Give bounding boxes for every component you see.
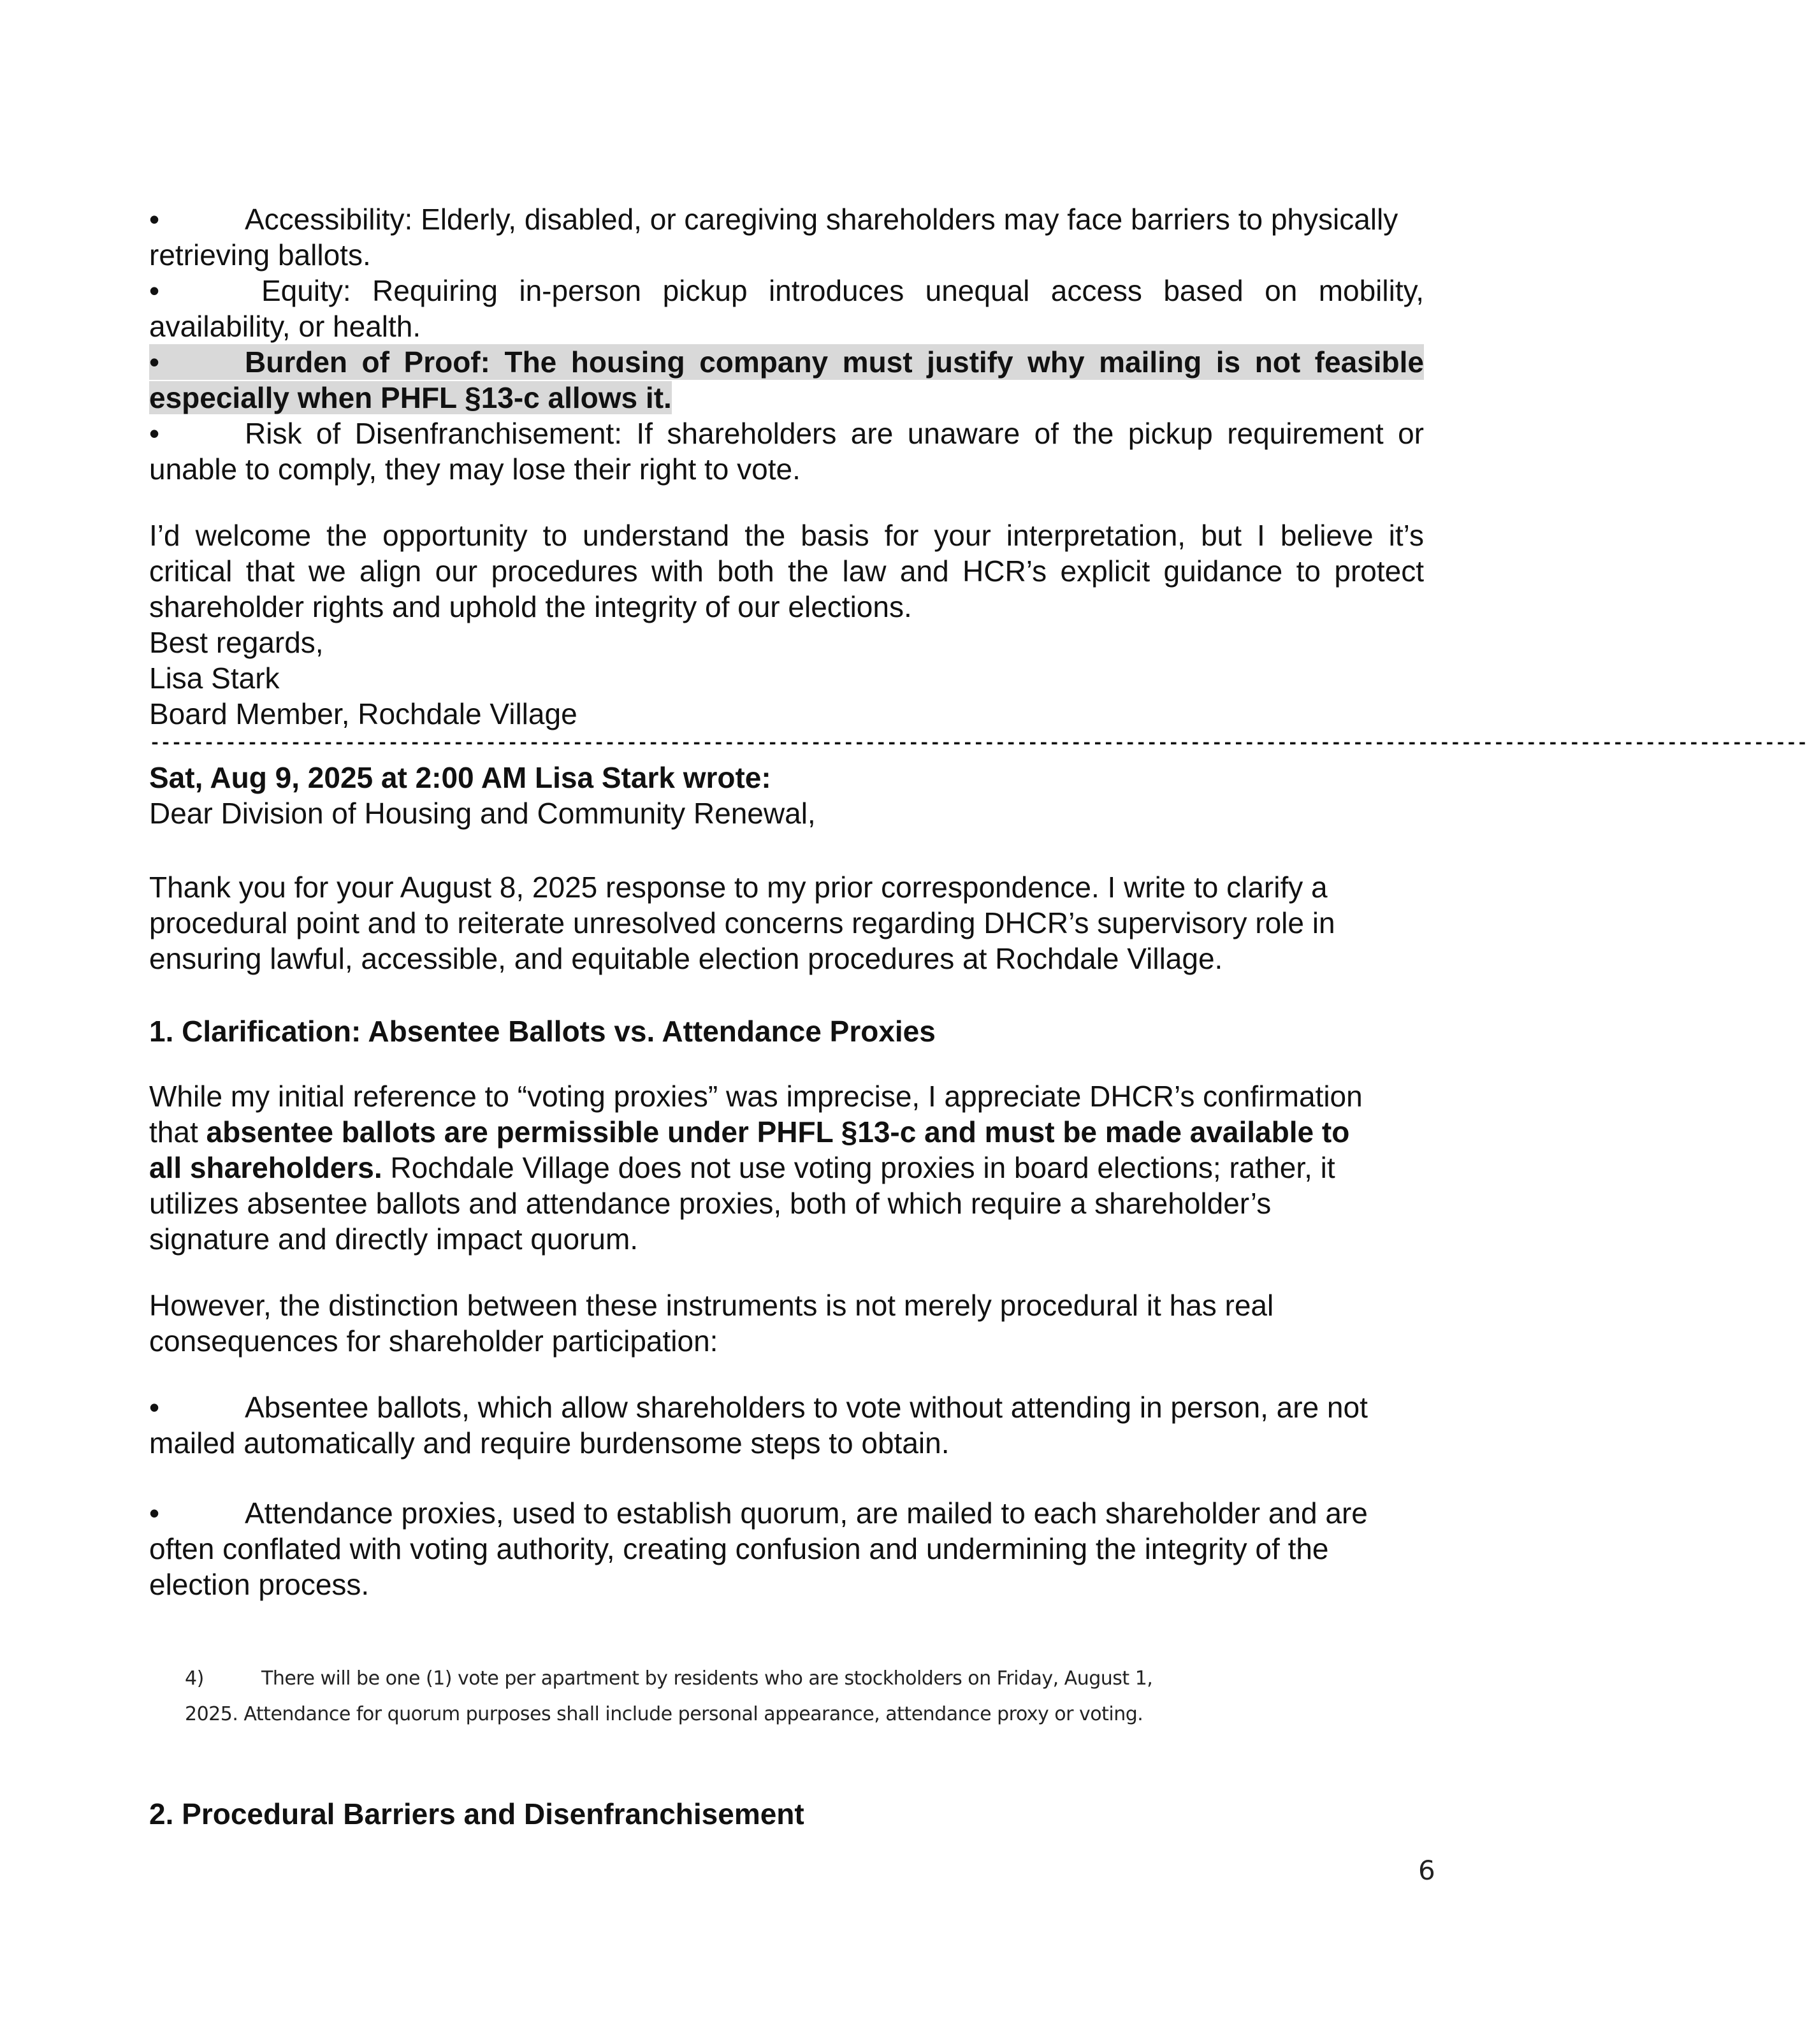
- top-bullet-list: [149, 201, 1424, 487]
- para-bold-text: all shareholders.: [149, 1151, 382, 1184]
- para-line: signature and directly impact quorum.: [149, 1222, 639, 1256]
- bullet-text: Equity: Requiring in-person pickup introduces unequal access based on mobility,: [261, 274, 1424, 307]
- bullet-text: Accessibility: Elderly, disabled, or caregiving shareholders may face barriers to physically: [245, 203, 1398, 236]
- bullet-text-cont: unable to comply, they may lose their right to vote.: [149, 453, 801, 486]
- email-divider: ---------------------------------------------------------------------------------------------------------------------------------------------------------: [149, 733, 1807, 755]
- closing-paragraph: [149, 518, 1424, 732]
- bullet-marker: •: [149, 274, 160, 307]
- bullet-text: Absentee ballots, which allow shareholders to vote without attending in person, are not: [245, 1391, 1368, 1424]
- bullet-marker: •: [149, 417, 160, 450]
- email-greeting: Dear Division of Housing and Community Renewal,: [149, 797, 816, 830]
- section-2-heading: 2. Procedural Barriers and Disenfranchisement: [149, 1797, 804, 1830]
- bullet-text: Attendance proxies, used to establish quorum, are mailed to each shareholder and are: [245, 1497, 1368, 1530]
- section-1-heading: 1. Clarification: Absentee Ballots vs. Attendance Proxies: [149, 1015, 936, 1048]
- intro-line: procedural point and to reiterate unresolved concerns regarding DHCR’s supervisory role in: [149, 906, 1335, 939]
- section-1-bullet-attendance: [149, 1495, 1424, 1602]
- intro-line: Thank you for your August 8, 2025 response to my prior correspondence. I write to clarify a: [149, 871, 1328, 904]
- excerpt-text: There will be one (1) vote per apartment by residents who are stockholders on Friday, August 1,: [261, 1667, 1153, 1690]
- bullet-text: Burden of Proof: The housing company must justify why mailing is not feasible: [245, 345, 1424, 379]
- section-1-bullet-absentee: [149, 1389, 1424, 1461]
- bullet-marker: •: [149, 203, 160, 236]
- quoted-excerpt: [185, 1661, 1396, 1732]
- bullet-marker: •: [149, 1391, 160, 1424]
- email-intro: [149, 869, 1424, 976]
- para-line-3: [149, 1150, 1424, 1185]
- para-text: Rochdale Village does not use voting proxies in board elections; rather, it: [382, 1151, 1335, 1184]
- email-header: Sat, Aug 9, 2025 at 2:00 AM Lisa Stark wrote:: [149, 761, 771, 794]
- bullet-marker: •: [149, 345, 160, 379]
- signer-title: Board Member, Rochdale Village: [149, 697, 577, 730]
- para-text: that: [149, 1115, 207, 1149]
- page-number: 6: [1418, 1855, 1435, 1886]
- signoff: Best regards,: [149, 626, 324, 659]
- closing-line: critical that we align our procedures with both the law and HCR’s explicit guidance to protect: [149, 554, 1424, 588]
- bullet-text-cont: mailed automatically and require burdensome steps to obtain.: [149, 1426, 950, 1460]
- bullet-risk-disenfranchisement: [149, 416, 1424, 487]
- intro-line: ensuring lawful, accessible, and equitable election procedures at Rochdale Village.: [149, 942, 1223, 975]
- para-line: utilizes absentee ballots and attendance proxies, both of which require a shareholder’s: [149, 1187, 1272, 1220]
- para-bold-text: absentee ballots are permissible under PHFL §13-c and must be made available to: [206, 1115, 1350, 1149]
- email-header-block: [149, 760, 1424, 831]
- bullet-text-cont: availability, or health.: [149, 310, 421, 343]
- closing-line: shareholder rights and uphold the integrity of our elections.: [149, 590, 912, 623]
- section-1-paragraph-1: [149, 1078, 1424, 1257]
- para-line: However, the distinction between these instruments is not merely procedural it has real: [149, 1289, 1274, 1322]
- bullet-text-cont: especially when PHFL §13-c allows it.: [149, 381, 672, 414]
- closing-line: I’d welcome the opportunity to understand the basis for your interpretation, but I believe it’s: [149, 519, 1424, 552]
- bullet-text-cont: often conflated with voting authority, creating confusion and undermining the integrity of the: [149, 1532, 1329, 1565]
- para-line: consequences for shareholder participation:: [149, 1324, 718, 1358]
- excerpt-number: 4): [185, 1667, 204, 1690]
- section-1-paragraph-2: [149, 1287, 1424, 1359]
- bullet-equity: [149, 273, 1424, 344]
- para-line: While my initial reference to “voting proxies” was imprecise, I appreciate DHCR’s confirmation: [149, 1080, 1363, 1113]
- excerpt-text-cont: 2025. Attendance for quorum purposes shall include personal appearance, attendance proxy or voting.: [185, 1703, 1143, 1725]
- bullet-burden-of-proof: [149, 344, 1424, 416]
- bullet-text: Risk of Disenfranchisement: If shareholders are unaware of the pickup requirement or: [245, 417, 1424, 450]
- bullet-text-cont: election process.: [149, 1568, 370, 1601]
- para-line-2: [149, 1114, 1424, 1150]
- bullet-text-cont: retrieving ballots.: [149, 238, 371, 272]
- bullet-accessibility: [149, 201, 1424, 273]
- bullet-marker: •: [149, 1497, 160, 1530]
- signer-name: Lisa Stark: [149, 662, 280, 695]
